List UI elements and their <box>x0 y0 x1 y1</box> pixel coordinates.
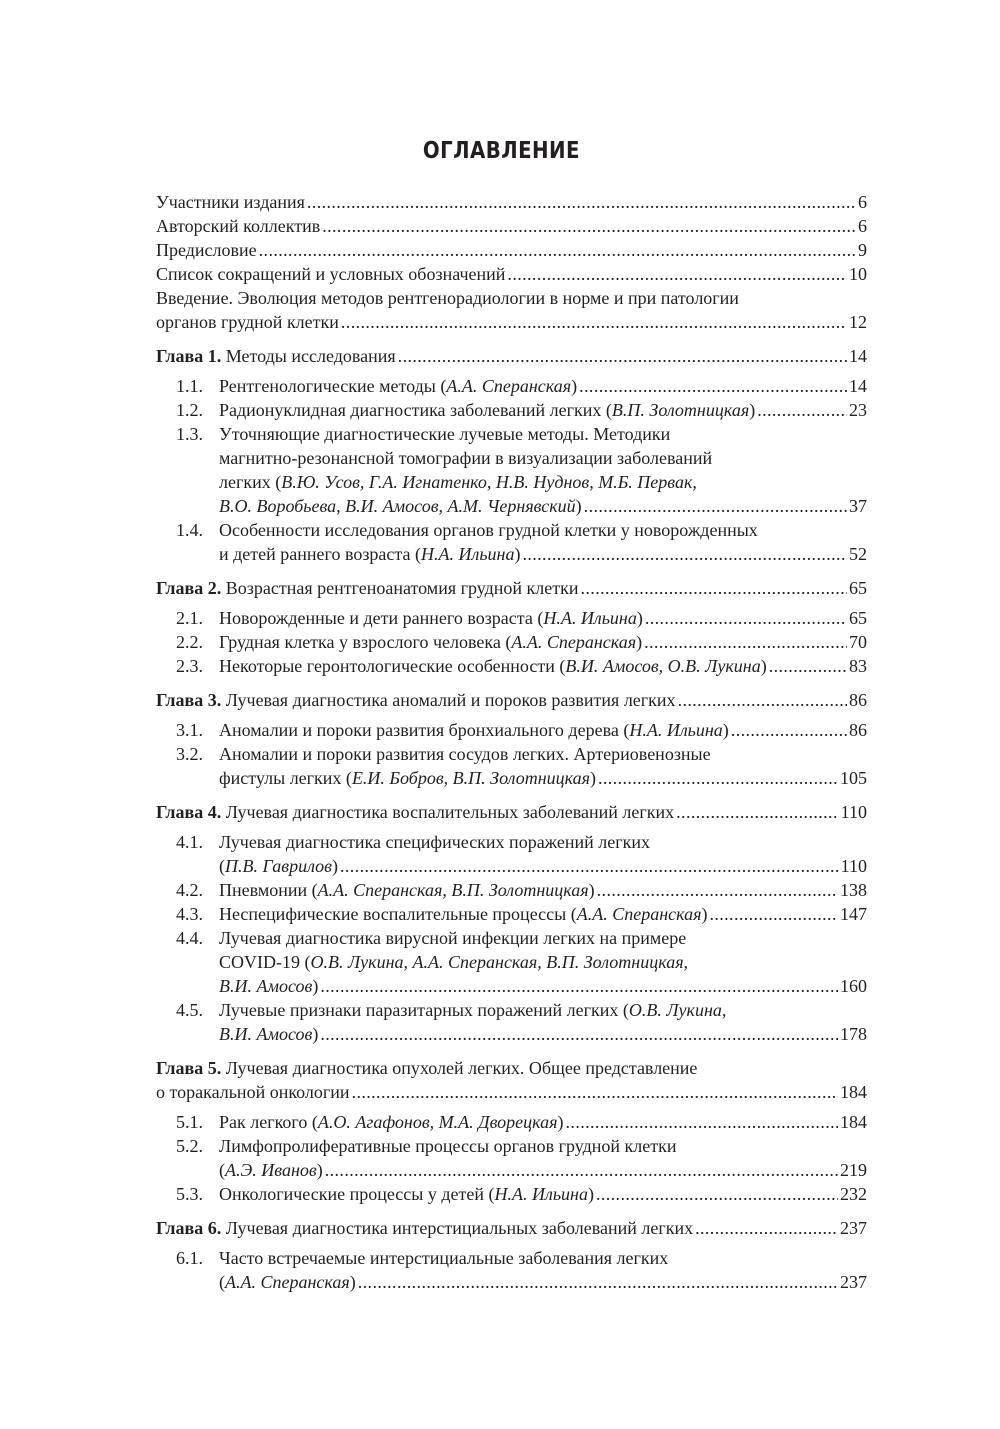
section-entry-cont[interactable]: легких (В.Ю. Усов, Г.А. Игнатенко, Н.В. Нуднов, М.Б. Первак, <box>219 472 697 492</box>
toc-entry[interactable]: Авторский коллектив ..... 6 <box>156 214 867 238</box>
page-title: ОГЛАВЛЕНИЕ <box>422 138 580 164</box>
chapter-5-entry[interactable]: Глава 5. Лучевая диагностика опухолей легких. Общее представление <box>156 1058 698 1078</box>
section-entry-cont[interactable]: COVID-19 (О.В. Лукина, А.А. Сперанская, В.П. Золотницкая, <box>219 952 689 972</box>
section-entry-cont[interactable]: и детей раннего возраста (Н.А. Ильина) ..... 52 <box>156 542 867 566</box>
toc-entry[interactable]: Участники издания ..... 6 <box>156 190 867 214</box>
chapter-4-entry[interactable]: Глава 4. Лучевая диагностика воспалительных заболеваний легких ..... 110 <box>156 800 867 824</box>
section-entry-cont[interactable]: (А.Э. Иванов) ..... 219 <box>156 1158 867 1182</box>
section-entry[interactable]: 2.2. Грудная клетка у взрослого человека (А.А. Сперанская) ..... 70 <box>156 630 867 654</box>
chapter-3-entry[interactable]: Глава 3. Лучевая диагностика аномалий и пороков развития легких ..... 86 <box>156 688 867 712</box>
section-entry[interactable]: 1.2. Радионуклидная диагностика заболеваний легких (В.П. Золотницкая) ..... 23 <box>156 398 867 422</box>
section-entry-cont[interactable]: фистулы легких (Е.И. Бобров, В.П. Золотницкая) ..... 105 <box>156 766 867 790</box>
section-entry[interactable]: 1.3. Уточняющие диагностические лучевые методы. Методики <box>176 424 671 444</box>
section-entry-cont[interactable]: (П.В. Гаврилов) ..... 110 <box>156 854 867 878</box>
toc-entry[interactable]: Список сокращений и условных обозначений ..... 10 <box>156 262 867 286</box>
section-entry[interactable]: 4.3. Неспецифические воспалительные процессы (А.А. Сперанская) ..... 147 <box>156 902 867 926</box>
section-entry[interactable]: 4.2. Пневмонии (А.А. Сперанская, В.П. Золотницкая) ..... 138 <box>156 878 867 902</box>
section-entry-cont[interactable]: (А.А. Сперанская) ..... 237 <box>156 1270 867 1294</box>
section-entry-cont[interactable]: магнитно-резонансной томографии в визуализации заболеваний <box>219 448 713 468</box>
section-entry[interactable]: 1.4. Особенности исследования органов грудной клетки у новорожденных <box>176 520 758 540</box>
chapter-1-entry[interactable]: Глава 1. Методы исследования ..... 14 <box>156 344 867 368</box>
section-entry[interactable]: 5.2. Лимфопролиферативные процессы органов грудной клетки <box>176 1136 677 1156</box>
table-of-contents <box>156 190 867 1294</box>
toc-entry[interactable]: Предисловие ..... 9 <box>156 238 867 262</box>
section-entry-cont[interactable]: В.И. Амосов) ..... 178 <box>156 1022 867 1046</box>
section-entry[interactable]: 6.1. Часто встречаемые интерстициальные заболевания легких <box>176 1248 669 1268</box>
chapter-2-entry[interactable]: Глава 2. Возрастная рентгеноанатомия грудной клетки ..... 65 <box>156 576 867 600</box>
section-entry[interactable]: 2.3. Некоторые геронтологические особенности (В.И. Амосов, О.В. Лукина) ..... 83 <box>156 654 867 678</box>
section-entry[interactable]: 2.1. Новорожденные и дети раннего возраста (Н.А. Ильина) ..... 65 <box>156 606 867 630</box>
section-entry-cont[interactable]: В.И. Амосов) ..... 160 <box>156 974 867 998</box>
section-entry-cont[interactable]: В.О. Воробьева, В.И. Амосов, А.М. Чернявский) ..... 37 <box>156 494 867 518</box>
section-entry[interactable]: 5.1. Рак легкого (А.О. Агафонов, М.А. Дворецкая) ..... 184 <box>156 1110 867 1134</box>
section-entry[interactable]: 4.4. Лучевая диагностика вирусной инфекции легких на примере <box>176 928 687 948</box>
section-entry[interactable]: 4.1. Лучевая диагностика специфических поражений легких <box>176 832 650 852</box>
chapter-5-entry-cont[interactable]: о торакальной онкологии ..... 184 <box>156 1080 867 1104</box>
section-entry[interactable]: 3.1. Аномалии и пороки развития бронхиального дерева (Н.А. Ильина) ..... 86 <box>156 718 867 742</box>
section-entry[interactable]: 5.3. Онкологические процессы у детей (Н.А. Ильина) ..... 232 <box>156 1182 867 1206</box>
chapter-6-entry[interactable]: Глава 6. Лучевая диагностика интерстициальных заболеваний легких ..... 237 <box>156 1216 867 1240</box>
section-entry[interactable]: 1.1. Рентгенологические методы (А.А. Сперанская) ..... 14 <box>156 374 867 398</box>
section-entry[interactable]: 3.2. Аномалии и пороки развития сосудов легких. Артериовенозные <box>176 744 711 764</box>
toc-entry-cont[interactable]: органов грудной клетки ..... 12 <box>156 310 867 334</box>
toc-entry[interactable]: Введение. Эволюция методов рентгенорадиологии в норме и при патологии <box>156 288 739 308</box>
section-entry[interactable]: 4.5. Лучевые признаки паразитарных поражений легких (О.В. Лукина, <box>176 1000 727 1020</box>
